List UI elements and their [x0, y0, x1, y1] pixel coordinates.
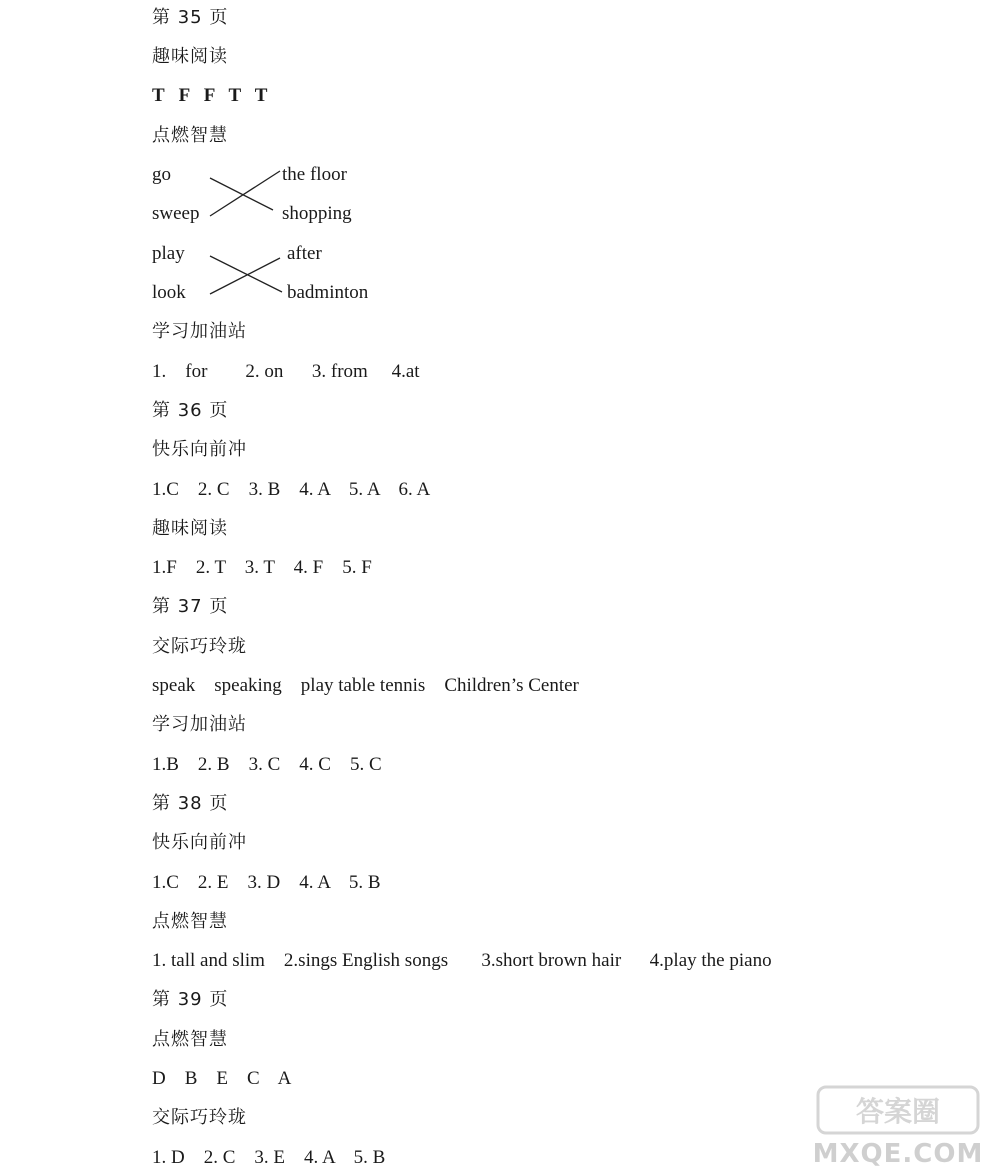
section-heading: 点燃智慧 [152, 911, 228, 932]
page-heading: 第 36 页 [152, 400, 229, 421]
page-heading: 第 38 页 [152, 793, 229, 814]
match-line [210, 256, 282, 292]
answer-line: 1.C 2. C 3. B 4. A 5. A 6. A [152, 479, 431, 500]
answer-line: D B E C A [152, 1068, 292, 1089]
match-left-item: play [152, 243, 185, 264]
answer-line: T F F T T [152, 85, 268, 106]
match-right-item: the floor [282, 164, 347, 185]
watermark-text: MXQE.COM [812, 1139, 984, 1169]
watermark-logo-icon [808, 1079, 988, 1139]
answer-line: 1. for 2. on 3. from 4.at [152, 361, 420, 382]
section-heading: 趣味阅读 [152, 46, 228, 67]
section-heading: 学习加油站 [152, 321, 247, 342]
page-heading: 第 39 页 [152, 989, 229, 1010]
match-left-item: look [152, 282, 186, 303]
section-heading: 快乐向前冲 [152, 832, 247, 853]
answer-line: 1. D 2. C 3. E 4. A 5. B [152, 1147, 386, 1168]
section-heading: 交际巧玲珑 [152, 1107, 247, 1128]
match-left-item: sweep [152, 203, 200, 224]
section-heading: 学习加油站 [152, 714, 247, 735]
match-connector-lines [0, 0, 1000, 320]
match-right-item: after [287, 243, 322, 264]
section-heading: 点燃智慧 [152, 125, 228, 146]
section-heading: 快乐向前冲 [152, 439, 247, 460]
match-left-item: go [152, 164, 171, 185]
match-right-item: shopping [282, 203, 352, 224]
answer-line: 1.B 2. B 3. C 4. C 5. C [152, 754, 382, 775]
page-heading: 第 37 页 [152, 596, 229, 617]
match-right-item: badminton [287, 282, 369, 303]
match-line [210, 171, 280, 216]
match-line [210, 258, 280, 294]
site-watermark [808, 1079, 988, 1169]
answer-line: 1. tall and slim 2.sings English songs 3.short brown hair 4.play the piano [152, 950, 772, 971]
section-heading: 交际巧玲珑 [152, 636, 247, 657]
match-line [210, 178, 273, 210]
answer-line: speak speaking play table tennis Children’s Center [152, 675, 579, 696]
watermark-logo-text: 答案圈 [855, 1095, 941, 1128]
answer-line: 1.C 2. E 3. D 4. A 5. B [152, 872, 381, 893]
section-heading: 趣味阅读 [152, 518, 228, 539]
section-heading: 点燃智慧 [152, 1029, 228, 1050]
page-heading: 第 35 页 [152, 7, 229, 28]
answer-line: 1.F 2. T 3. T 4. F 5. F [152, 557, 372, 578]
